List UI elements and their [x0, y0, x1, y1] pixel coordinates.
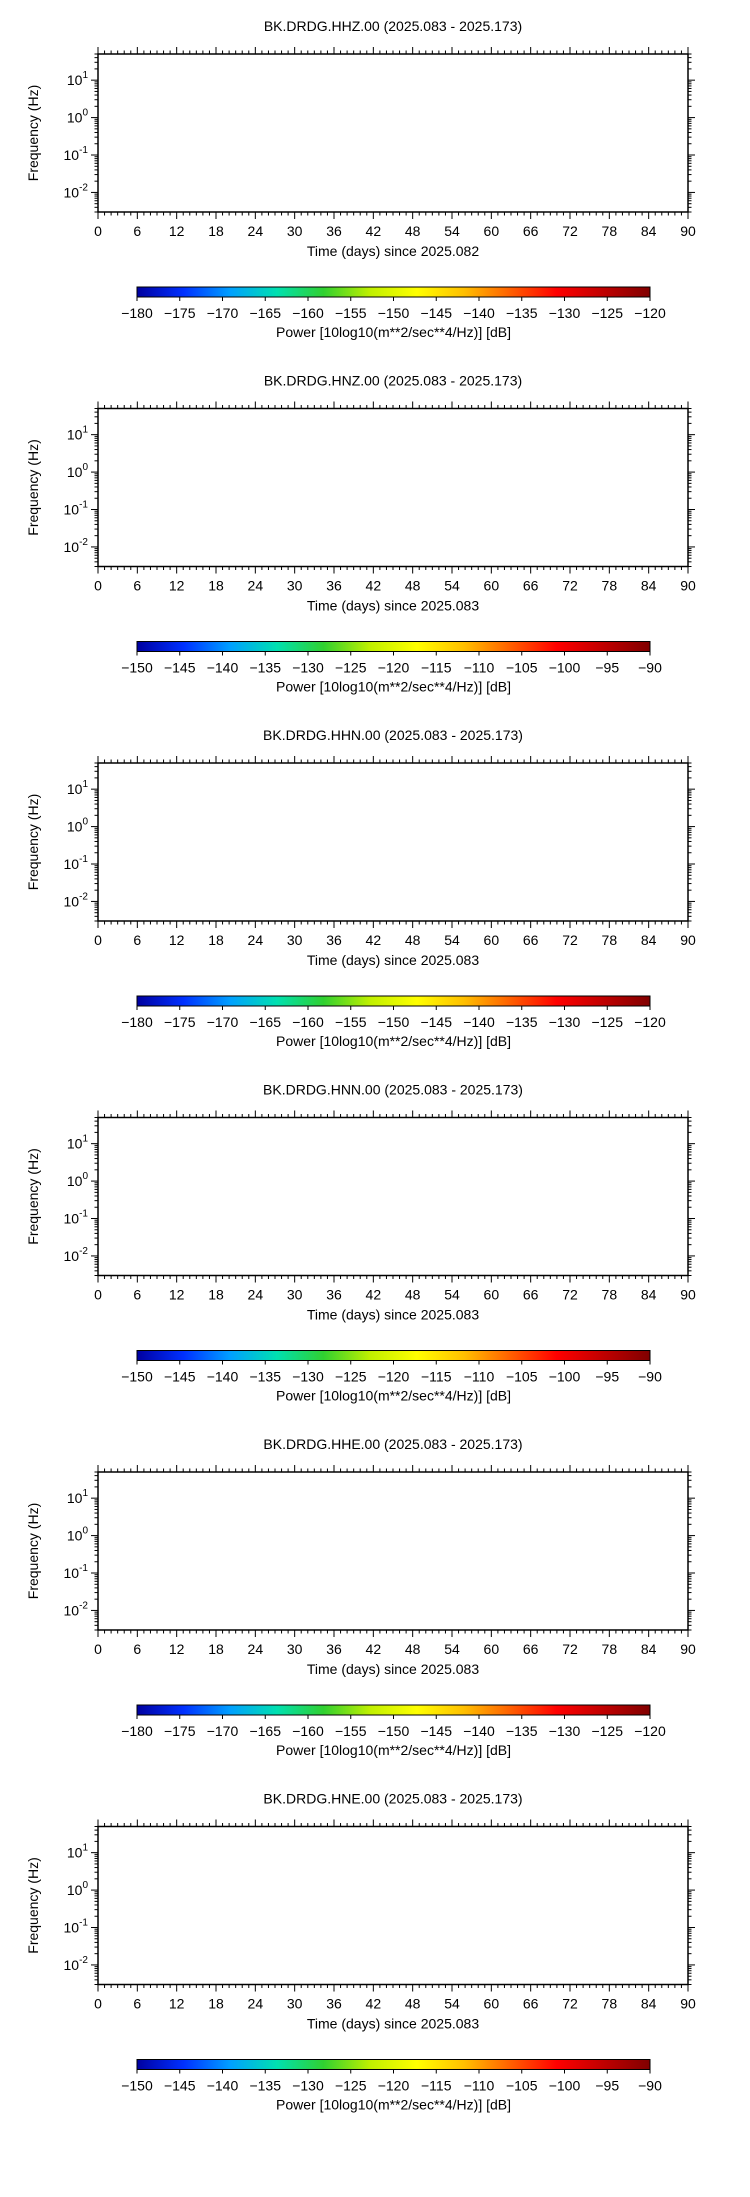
chart-title: BK.DRDG.HNN.00 (2025.083 - 2025.173): [263, 1081, 523, 1098]
x-tick-label: 54: [444, 577, 460, 594]
y-tick-base: 10: [66, 1490, 83, 1507]
colorbar-tick-label: −180: [121, 1014, 153, 1030]
y-tick-label: [67, 1843, 89, 1861]
x-tick-label: 12: [168, 1995, 185, 2012]
y-tick-exponent: -2: [79, 891, 88, 903]
colorbar-tick-label: −125: [334, 2077, 367, 2094]
y-tick-label: [67, 1880, 89, 1898]
colorbar-tick-label: −140: [463, 305, 495, 321]
x-tick-label: 48: [404, 1995, 421, 2012]
x-tick-label: 6: [133, 932, 142, 948]
y-tick-base: 10: [66, 426, 83, 443]
colorbar-tick-label: −155: [334, 1014, 367, 1030]
colorbar-tick-label: −145: [420, 1014, 453, 1030]
y-tick-label: [67, 425, 89, 443]
x-tick-label: 42: [365, 223, 382, 239]
plot-area: [98, 1827, 688, 1985]
y-tick-base: 10: [66, 1135, 83, 1152]
y-tick-base: 10: [63, 856, 80, 873]
x-tick-label: 90: [680, 577, 696, 594]
y-tick-exponent: -1: [79, 1208, 88, 1220]
x-tick-label: 12: [168, 223, 185, 239]
colorbar-tick-label: −145: [163, 659, 196, 676]
plot-area: [98, 409, 688, 567]
y-tick-exponent: 1: [82, 424, 88, 436]
colorbar: [137, 1705, 650, 1715]
x-axis-label: Time (days) since 2025.083: [306, 597, 480, 614]
x-tick-label: 24: [247, 1286, 264, 1303]
colorbar-tick-label: −145: [420, 1723, 453, 1739]
y-tick-base: 10: [63, 538, 80, 555]
y-tick-base: 10: [63, 1919, 80, 1936]
colorbar-tick-label: −140: [206, 2077, 239, 2094]
colorbar-tick-label: −150: [377, 1014, 410, 1030]
x-tick-label: 12: [168, 577, 185, 594]
colorbar-tick-label: −130: [548, 1723, 581, 1739]
x-tick-label: 60: [483, 1995, 500, 2012]
spectrogram-panel: [25, 18, 696, 340]
colorbar-tick-label: −105: [505, 2077, 538, 2094]
y-tick-base: 10: [66, 818, 83, 835]
colorbar-tick-label: −130: [548, 305, 581, 321]
colorbar-tick-label: −125: [334, 659, 367, 676]
y-tick-exponent: -2: [79, 1600, 88, 1612]
y-tick-label: [67, 817, 89, 835]
colorbar-tick-label: −100: [548, 1368, 581, 1385]
x-tick-label: 60: [483, 223, 500, 239]
colorbar: [137, 1351, 650, 1361]
y-tick-label: [64, 182, 89, 200]
x-tick-label: 72: [562, 932, 578, 948]
x-tick-label: 18: [208, 1641, 224, 1657]
x-tick-label: 36: [326, 1641, 342, 1657]
y-tick-base: 10: [63, 893, 80, 910]
colorbar-tick-label: −135: [249, 659, 282, 676]
y-tick-base: 10: [63, 147, 80, 164]
colorbar-tick-label: −165: [249, 305, 282, 321]
colorbar-tick-label: −160: [292, 1014, 324, 1030]
chart-title: BK.DRDG.HHZ.00 (2025.083 - 2025.173): [263, 18, 523, 34]
x-tick-label: 30: [286, 1286, 303, 1303]
y-axis-label: Frequency (Hz): [25, 84, 41, 182]
x-tick-label: 66: [522, 1995, 539, 2012]
x-tick-label: 36: [326, 932, 342, 948]
colorbar-tick-label: −105: [505, 659, 538, 676]
x-tick-label: 66: [522, 1641, 539, 1657]
y-tick-exponent: 1: [82, 1133, 88, 1145]
colorbar-label: Power [10log10(m**2/sec**4/Hz)] [dB]: [276, 324, 511, 340]
y-tick-base: 10: [63, 501, 80, 518]
colorbar-tick-label: −135: [505, 305, 538, 321]
x-tick-label: 60: [483, 932, 500, 948]
colorbar-tick-label: −135: [249, 2077, 282, 2094]
x-tick-label: 24: [247, 1641, 264, 1657]
y-tick-base: 10: [66, 1173, 83, 1190]
colorbar-tick-label: −175: [163, 1723, 196, 1739]
x-tick-label: 60: [483, 577, 500, 594]
x-tick-label: 24: [247, 223, 264, 239]
x-tick-label: 54: [444, 1286, 460, 1303]
y-tick-label: [64, 1918, 89, 1936]
colorbar-tick-label: −150: [121, 659, 153, 676]
x-tick-label: 6: [133, 1286, 142, 1303]
colorbar-tick-label: −100: [548, 659, 581, 676]
colorbar-label: Power [10log10(m**2/sec**4/Hz)] [dB]: [276, 678, 511, 695]
colorbar-tick-label: −100: [548, 2077, 581, 2094]
x-tick-label: 84: [640, 577, 657, 594]
x-tick-label: 78: [601, 223, 618, 239]
chart-title: BK.DRDG.HHN.00 (2025.083 - 2025.173): [263, 727, 523, 743]
y-tick-exponent: -2: [79, 1245, 88, 1257]
colorbar-tick-label: −140: [463, 1014, 495, 1030]
colorbar-tick-label: −175: [163, 305, 196, 321]
x-axis-label: Time (days) since 2025.082: [306, 243, 480, 259]
y-tick-exponent: -1: [79, 499, 88, 511]
x-tick-label: 48: [404, 1286, 421, 1303]
y-tick-label: [67, 1526, 89, 1544]
y-tick-exponent: 1: [82, 1842, 88, 1854]
y-tick-exponent: -1: [79, 1563, 88, 1575]
y-tick-base: 10: [63, 184, 80, 201]
colorbar-tick-label: −125: [591, 1723, 624, 1739]
colorbar-tick-label: −140: [206, 659, 239, 676]
x-tick-label: 0: [94, 1286, 102, 1303]
x-tick-label: 78: [601, 1286, 618, 1303]
colorbar: [137, 642, 650, 652]
colorbar: [137, 2060, 650, 2070]
x-tick-label: 0: [94, 577, 102, 594]
y-tick-label: [64, 1246, 89, 1264]
x-axis-label: Time (days) since 2025.083: [306, 952, 480, 968]
spectrogram-panel: [25, 373, 696, 695]
x-tick-label: 48: [404, 223, 421, 239]
y-tick-base: 10: [63, 1210, 80, 1227]
colorbar-tick-label: −115: [421, 659, 452, 676]
spectrogram-panel: [25, 1791, 696, 2113]
x-tick-label: 60: [483, 1286, 500, 1303]
x-tick-label: 72: [562, 1995, 578, 2012]
x-tick-label: 90: [680, 223, 696, 239]
y-tick-label: [67, 1134, 89, 1152]
y-tick-base: 10: [63, 1602, 80, 1619]
y-tick-exponent: -2: [79, 1954, 88, 1966]
y-tick-label: [64, 1209, 89, 1227]
colorbar-tick-label: −120: [634, 305, 666, 321]
y-tick-base: 10: [66, 464, 83, 481]
colorbar-tick-label: −140: [463, 1723, 495, 1739]
y-tick-base: 10: [66, 1527, 83, 1544]
y-tick-label: [64, 1955, 89, 1973]
colorbar-tick-label: −140: [206, 1368, 239, 1385]
x-tick-label: 24: [247, 577, 264, 594]
y-tick-label: [67, 779, 89, 797]
y-tick-exponent: 0: [82, 816, 88, 828]
y-tick-label: [64, 1600, 89, 1618]
x-tick-label: 42: [365, 577, 382, 594]
x-tick-label: 54: [444, 1995, 460, 2012]
x-tick-label: 84: [640, 1641, 657, 1657]
x-tick-label: 6: [133, 223, 142, 239]
x-tick-label: 18: [208, 932, 224, 948]
colorbar-tick-label: −155: [334, 305, 367, 321]
colorbar-label: Power [10log10(m**2/sec**4/Hz)] [dB]: [276, 1742, 511, 1758]
y-tick-label: [67, 70, 89, 88]
chart-title: BK.DRDG.HNZ.00 (2025.083 - 2025.173): [263, 372, 523, 389]
colorbar-tick-label: −90: [638, 1368, 662, 1385]
y-tick-exponent: 0: [82, 1171, 88, 1183]
colorbar-tick-label: −110: [463, 2077, 495, 2094]
colorbar-tick-label: −150: [121, 2077, 153, 2094]
spectrogram-panel: [25, 1436, 696, 1758]
x-tick-label: 42: [365, 932, 382, 948]
y-tick-label: [67, 108, 89, 126]
x-tick-label: 42: [365, 1641, 382, 1657]
x-tick-label: 84: [640, 1995, 657, 2012]
x-tick-label: 18: [208, 223, 224, 239]
x-tick-label: 66: [522, 932, 539, 948]
y-tick-exponent: 1: [82, 70, 88, 82]
y-tick-label: [64, 891, 89, 909]
x-tick-label: 54: [444, 1641, 460, 1657]
x-axis-label: Time (days) since 2025.083: [306, 1306, 480, 1323]
x-tick-label: 78: [601, 1995, 618, 2012]
colorbar-tick-label: −175: [163, 1014, 196, 1030]
colorbar-tick-label: −110: [463, 1368, 495, 1385]
x-tick-label: 0: [94, 223, 102, 239]
colorbar-tick-label: −165: [249, 1723, 282, 1739]
x-tick-label: 30: [286, 932, 303, 948]
plot-area: [98, 1472, 688, 1630]
y-tick-label: [64, 1563, 89, 1581]
colorbar-tick-label: −130: [292, 659, 324, 676]
x-tick-label: 36: [326, 1995, 342, 2012]
y-tick-exponent: 0: [82, 1525, 88, 1537]
y-tick-exponent: -2: [79, 182, 88, 194]
spectrogram-panel: [25, 1082, 696, 1404]
y-tick-exponent: 0: [82, 107, 88, 119]
colorbar-tick-label: −120: [377, 659, 410, 676]
x-tick-label: 0: [94, 1641, 102, 1657]
colorbar-tick-label: −145: [163, 1368, 196, 1385]
x-tick-label: 90: [680, 1286, 696, 1303]
x-axis-label: Time (days) since 2025.083: [306, 2015, 480, 2032]
colorbar-tick-label: −105: [505, 1368, 538, 1385]
y-axis-label: Frequency (Hz): [25, 439, 41, 536]
colorbar-tick-label: −145: [163, 2077, 196, 2094]
y-axis-label: Frequency (Hz): [25, 793, 41, 891]
colorbar-tick-label: −165: [249, 1014, 282, 1030]
y-axis-label: Frequency (Hz): [25, 1857, 41, 1954]
y-tick-exponent: 1: [82, 1488, 88, 1500]
colorbar-tick-label: −95: [595, 2077, 620, 2094]
y-tick-exponent: 0: [82, 462, 88, 474]
x-tick-label: 12: [168, 1286, 185, 1303]
colorbar-tick-label: −145: [420, 305, 453, 321]
x-tick-label: 66: [522, 577, 539, 594]
colorbar-tick-label: −150: [121, 1368, 153, 1385]
y-tick-label: [64, 537, 89, 555]
x-tick-label: 78: [601, 1641, 618, 1657]
plot-area: [98, 763, 688, 921]
colorbar-label: Power [10log10(m**2/sec**4/Hz)] [dB]: [276, 1387, 511, 1404]
x-tick-label: 36: [326, 1286, 342, 1303]
y-tick-label: [64, 500, 89, 518]
y-tick-exponent: -2: [79, 536, 88, 548]
x-tick-label: 90: [680, 1641, 696, 1657]
colorbar-tick-label: −120: [634, 1723, 666, 1739]
colorbar-tick-label: −150: [377, 305, 410, 321]
colorbar-tick-label: −110: [463, 659, 495, 676]
colorbar-tick-label: −120: [634, 1014, 666, 1030]
colorbar-tick-label: −95: [595, 659, 620, 676]
colorbar-tick-label: −95: [595, 1368, 620, 1385]
chart-title: BK.DRDG.HHE.00 (2025.083 - 2025.173): [263, 1436, 523, 1452]
x-tick-label: 72: [562, 1641, 578, 1657]
x-tick-label: 60: [483, 1641, 500, 1657]
x-tick-label: 24: [247, 1995, 264, 2012]
chart-title: BK.DRDG.HNE.00 (2025.083 - 2025.173): [263, 1790, 523, 1807]
colorbar-tick-label: −130: [292, 2077, 324, 2094]
colorbar: [137, 287, 650, 297]
colorbar-tick-label: −170: [206, 305, 239, 321]
x-tick-label: 90: [680, 1995, 696, 2012]
colorbar-tick-label: −115: [421, 2077, 452, 2094]
x-tick-label: 12: [168, 932, 185, 948]
x-tick-label: 6: [133, 577, 142, 594]
spectrogram-panel: [25, 727, 696, 1049]
y-tick-base: 10: [63, 1247, 80, 1264]
x-tick-label: 78: [601, 932, 618, 948]
y-tick-label: [64, 854, 89, 872]
x-tick-label: 72: [562, 577, 578, 594]
x-tick-label: 18: [208, 1995, 224, 2012]
colorbar-tick-label: −115: [421, 1368, 452, 1385]
x-tick-label: 30: [286, 1995, 303, 2012]
x-tick-label: 18: [208, 577, 224, 594]
colorbar-label: Power [10log10(m**2/sec**4/Hz)] [dB]: [276, 2096, 511, 2113]
y-tick-exponent: -1: [79, 854, 88, 866]
x-tick-label: 30: [286, 223, 303, 239]
x-tick-label: 84: [640, 932, 657, 948]
colorbar-tick-label: −160: [292, 305, 324, 321]
x-tick-label: 90: [680, 932, 696, 948]
y-axis-label: Frequency (Hz): [25, 1502, 41, 1600]
colorbar-tick-label: −125: [334, 1368, 367, 1385]
colorbar-tick-label: −130: [292, 1368, 324, 1385]
y-tick-base: 10: [63, 1565, 80, 1582]
colorbar-tick-label: −160: [292, 1723, 324, 1739]
x-tick-label: 72: [562, 223, 578, 239]
x-tick-label: 54: [444, 223, 460, 239]
colorbar-tick-label: −120: [377, 2077, 410, 2094]
x-tick-label: 42: [365, 1995, 382, 2012]
colorbar-tick-label: −130: [548, 1014, 581, 1030]
y-tick-exponent: 1: [82, 779, 88, 791]
x-axis-label: Time (days) since 2025.083: [306, 1661, 480, 1677]
colorbar-tick-label: −170: [206, 1014, 239, 1030]
colorbar-tick-label: −125: [591, 1014, 624, 1030]
y-axis-label: Frequency (Hz): [25, 1148, 41, 1245]
y-tick-exponent: 0: [82, 1880, 88, 1892]
colorbar-label: Power [10log10(m**2/sec**4/Hz)] [dB]: [276, 1033, 511, 1049]
x-tick-label: 30: [286, 1641, 303, 1657]
y-tick-base: 10: [66, 781, 83, 798]
x-tick-label: 48: [404, 932, 421, 948]
x-tick-label: 48: [404, 577, 421, 594]
y-tick-base: 10: [63, 1956, 80, 1973]
x-tick-label: 66: [522, 1286, 539, 1303]
x-tick-label: 6: [133, 1641, 142, 1657]
x-tick-label: 78: [601, 577, 618, 594]
x-tick-label: 54: [444, 932, 460, 948]
colorbar: [137, 996, 650, 1006]
x-tick-label: 24: [247, 932, 264, 948]
colorbar-tick-label: −150: [377, 1723, 410, 1739]
colorbar-tick-label: −135: [505, 1723, 538, 1739]
colorbar-tick-label: −180: [121, 1723, 153, 1739]
y-tick-label: [64, 145, 89, 163]
x-tick-label: 36: [326, 577, 342, 594]
x-tick-label: 0: [94, 932, 102, 948]
colorbar-tick-label: −120: [377, 1368, 410, 1385]
x-tick-label: 42: [365, 1286, 382, 1303]
y-tick-label: [67, 462, 89, 480]
y-tick-base: 10: [66, 1882, 83, 1899]
colorbar-tick-label: −155: [334, 1723, 367, 1739]
y-tick-label: [67, 1488, 89, 1506]
x-tick-label: 36: [326, 223, 342, 239]
plot-area: [98, 54, 688, 212]
x-tick-label: 0: [94, 1995, 102, 2012]
x-tick-label: 66: [522, 223, 539, 239]
colorbar-tick-label: −90: [638, 2077, 662, 2094]
colorbar-tick-label: −125: [591, 305, 624, 321]
x-tick-label: 6: [133, 1995, 142, 2012]
x-tick-label: 84: [640, 223, 657, 239]
x-tick-label: 30: [286, 577, 303, 594]
y-tick-base: 10: [66, 109, 83, 126]
x-tick-label: 18: [208, 1286, 224, 1303]
x-tick-label: 48: [404, 1641, 421, 1657]
x-tick-label: 84: [640, 1286, 657, 1303]
colorbar-tick-label: −180: [121, 305, 153, 321]
colorbar-tick-label: −170: [206, 1723, 239, 1739]
x-tick-label: 72: [562, 1286, 578, 1303]
y-tick-label: [67, 1171, 89, 1189]
y-tick-exponent: -1: [79, 145, 88, 157]
plot-area: [98, 1118, 688, 1276]
y-tick-exponent: -1: [79, 1917, 88, 1929]
colorbar-tick-label: −135: [249, 1368, 282, 1385]
y-tick-base: 10: [66, 1844, 83, 1861]
colorbar-tick-label: −90: [638, 659, 662, 676]
x-tick-label: 12: [168, 1641, 185, 1657]
colorbar-tick-label: −135: [505, 1014, 538, 1030]
y-tick-base: 10: [66, 72, 83, 89]
